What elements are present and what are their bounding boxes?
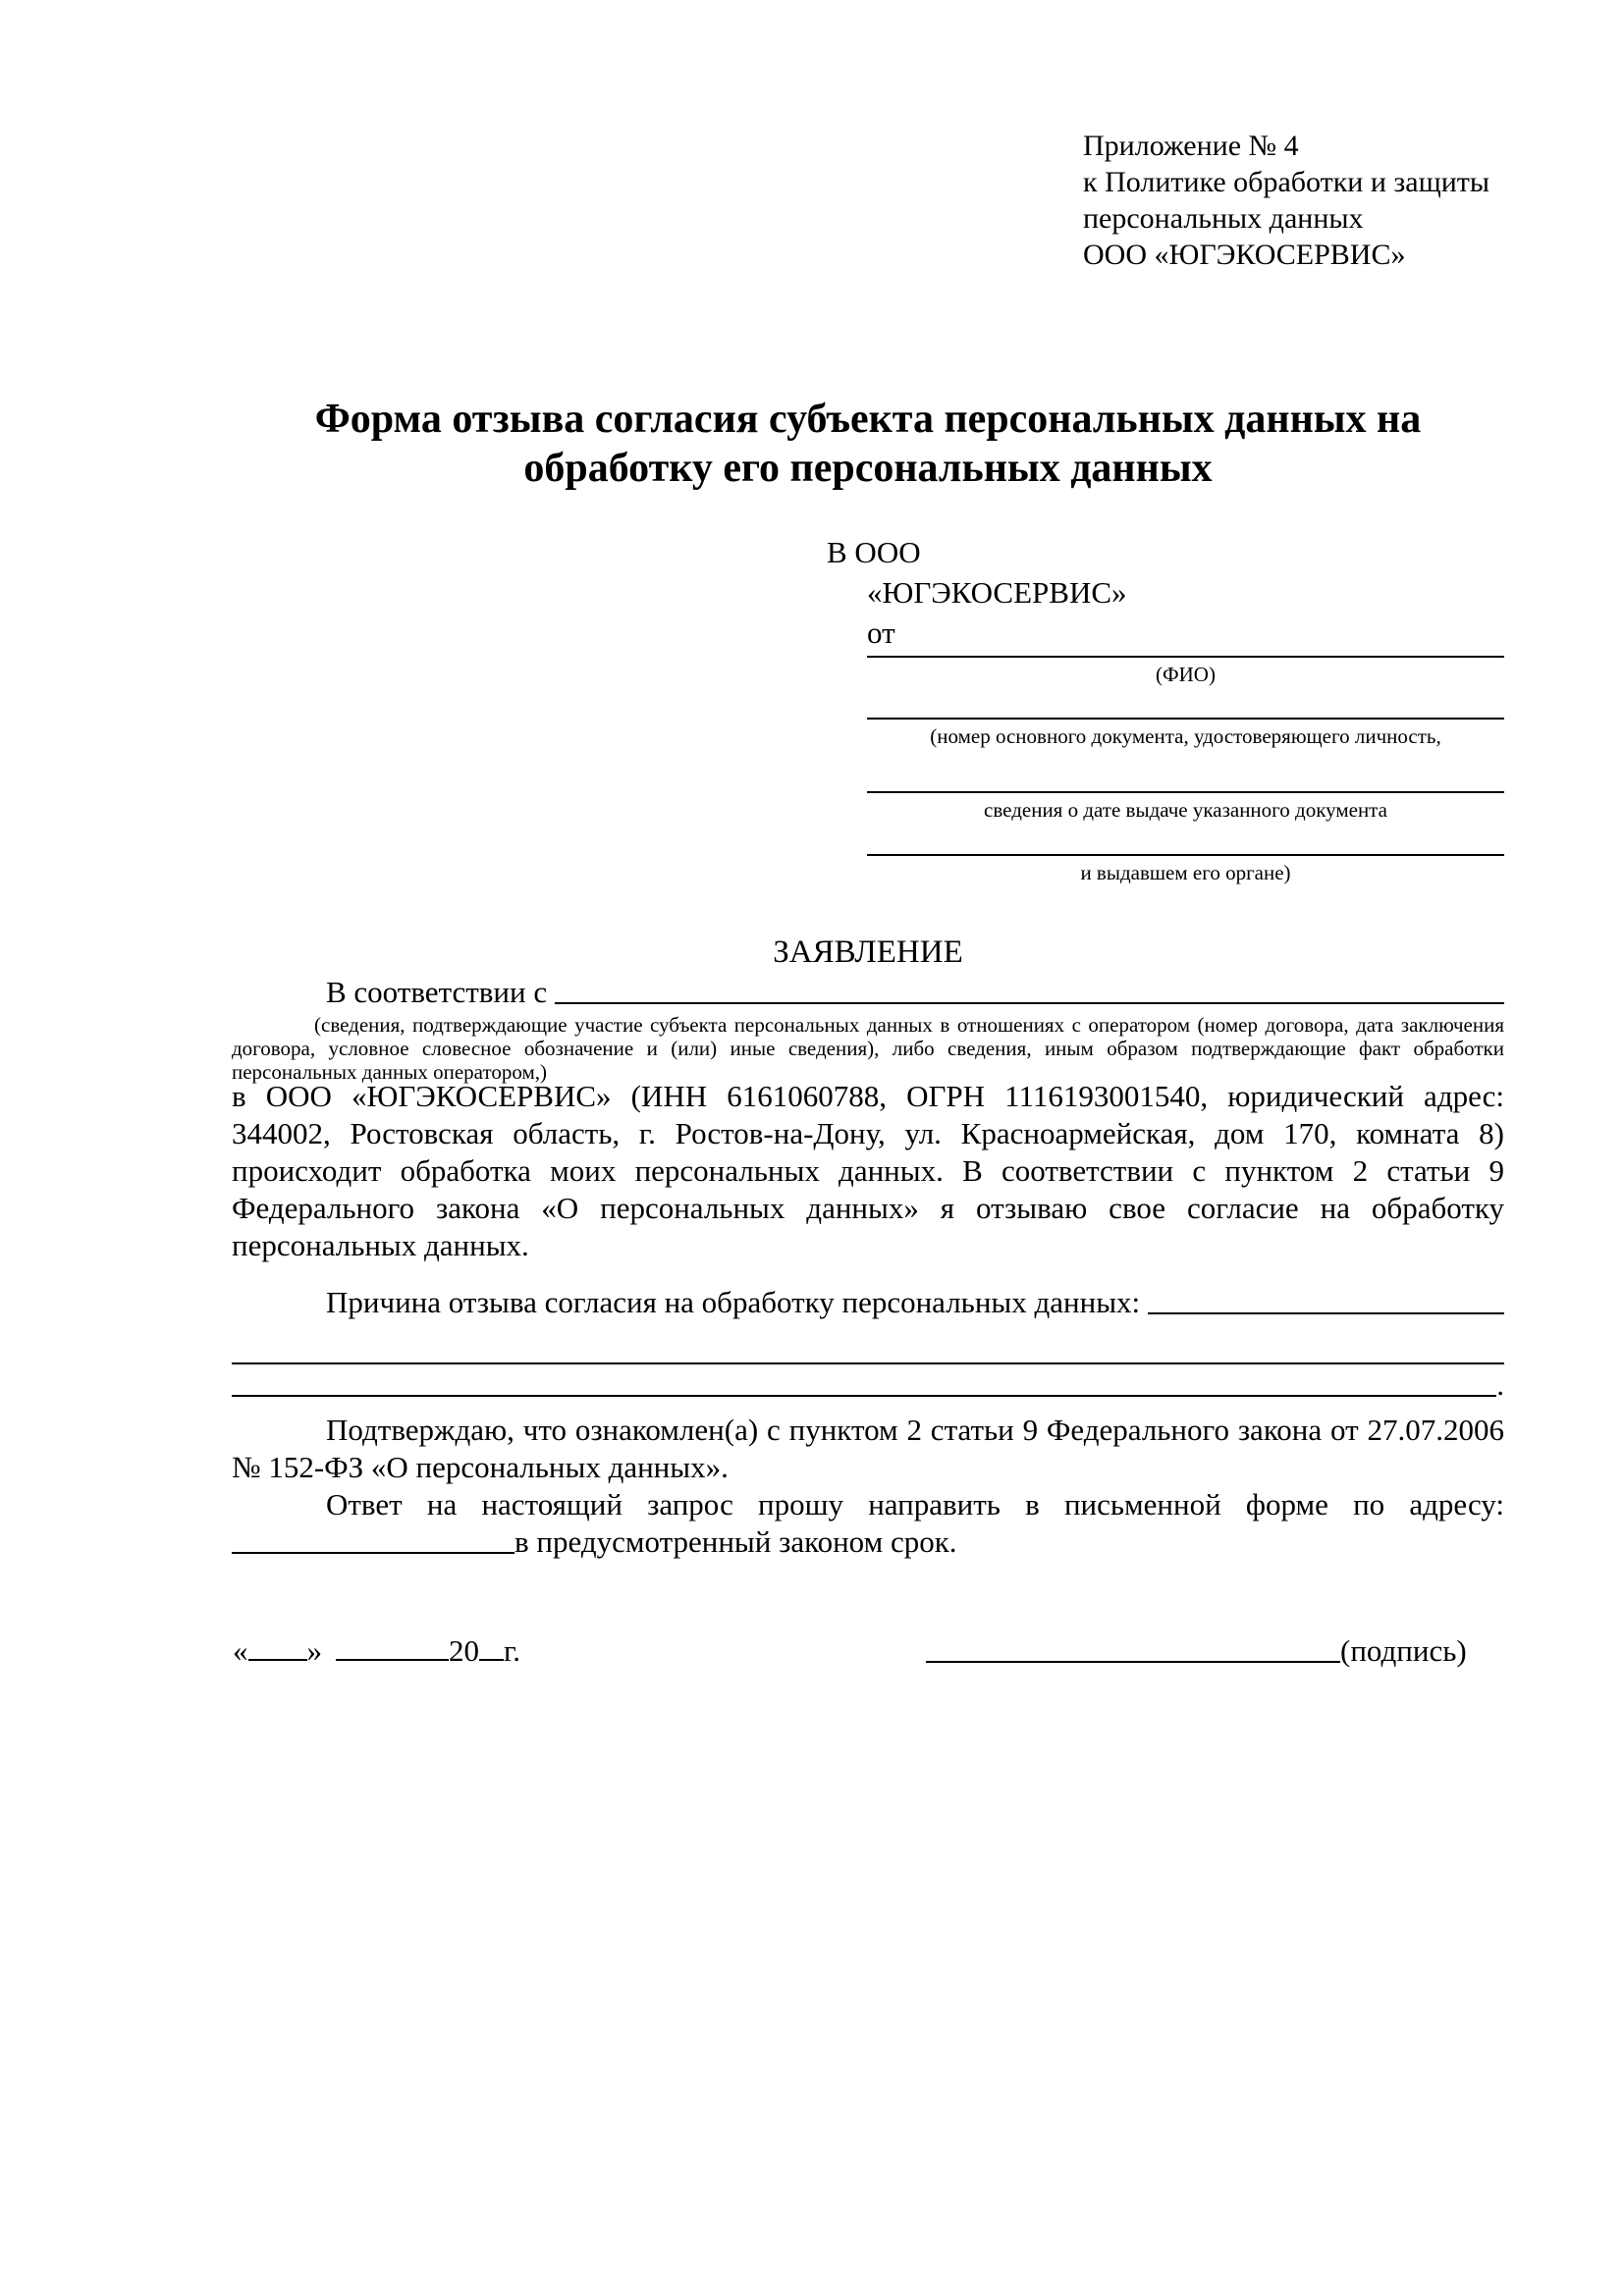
response-address-row xyxy=(232,1523,1504,1561)
addressee-from-label: от xyxy=(867,615,895,650)
document-title: Форма отзыва согласия субъекта персональных данных на обработку его персональных данных xyxy=(314,397,1422,491)
addressee-org-line1: В ООО xyxy=(827,535,921,569)
statement-heading: ЗАЯВЛЕНИЕ xyxy=(773,934,963,970)
document-issue-date-input-line[interactable] xyxy=(867,791,1504,793)
response-request-line: Ответ на настоящий запрос прошу направить в письменной форме по адресу: xyxy=(326,1487,1504,1522)
accordance-line xyxy=(232,974,1504,1011)
appendix-header-line: ООО «ЮГЭКОСЕРВИС» xyxy=(1083,239,1406,271)
address-input-line[interactable] xyxy=(232,1552,514,1554)
accordance-label: В соответствии с xyxy=(326,975,548,1009)
signature-caption: (подпись) xyxy=(1340,1633,1467,1668)
reason-input-line[interactable] xyxy=(1148,1312,1504,1314)
signature-input-line[interactable] xyxy=(926,1661,1340,1663)
appendix-header-line: к Политике обработки и защиты xyxy=(1083,166,1490,198)
date-year-prefix: 20 xyxy=(449,1633,479,1668)
addressee-org-line2: «ЮГЭКОСЕРВИС» xyxy=(867,575,1127,610)
fine-print-note: (сведения, подтверждающие участие субъекта персональных данных в отношениях с оператором (номер договора, дата заключения договора, условное словесное обозначение и (или) иные сведения), либо сведения, иным образом подтверждающие факт обработки персональных данных оператором,) xyxy=(232,1013,1504,1084)
document-issue-date-caption: сведения о дате выдаче указанного документа xyxy=(984,798,1387,822)
confirmation-paragraph: Подтверждаю, что ознакомлен(а) с пунктом 2 статьи 9 Федерального закона от 27.07.2006 № 152-ФЗ «О персональных данных». xyxy=(232,1413,1504,1484)
issuing-authority-input-line[interactable] xyxy=(867,854,1504,856)
document-number-input-line[interactable] xyxy=(867,718,1504,720)
date-day-blank[interactable] xyxy=(248,1657,307,1661)
response-tail: в предусмотренный законом срок. xyxy=(514,1524,957,1559)
date-line xyxy=(233,1632,520,1670)
reason-continuation-line-2[interactable] xyxy=(232,1395,1496,1397)
reason-line xyxy=(232,1284,1504,1321)
appendix-header xyxy=(1083,128,1489,273)
date-year-suffix: г. xyxy=(504,1633,520,1668)
date-close-quote: » xyxy=(306,1633,322,1668)
reason-terminator: . xyxy=(1496,1367,1504,1402)
issuing-authority-caption: и выдавшем его органе) xyxy=(1080,861,1291,884)
reason-continuation-line-1[interactable] xyxy=(232,1362,1504,1364)
addressee-block xyxy=(827,532,1127,653)
fio-input-line[interactable] xyxy=(867,656,1504,658)
date-year-blank[interactable] xyxy=(479,1657,504,1661)
document-number-caption: (номер основного документа, удостоверяющего личность, xyxy=(930,724,1441,748)
appendix-header-line: Приложение № 4 xyxy=(1083,130,1299,162)
reason-continuation-row xyxy=(232,1366,1504,1404)
date-open-quote: « xyxy=(233,1633,248,1668)
date-month-blank[interactable] xyxy=(336,1657,449,1661)
main-paragraph: в ООО «ЮГЭКОСЕРВИС» (ИНН 6161060788, ОГРН 1116193001540, юридический адрес: 344002, Ростовская область, г. Ростов-на-Дону, ул. Красноармейская, дом 170, комната 8) происходит обработка моих персональных данных. В соответствии с пунктом 2 статьи 9 Федерального закона «О персональных данных» я отзываю свое согласие на обработку персональных данных. xyxy=(232,1079,1504,1262)
appendix-header-line: персональных данных xyxy=(1083,202,1364,235)
signature-row xyxy=(926,1632,1467,1670)
accordance-input-line[interactable] xyxy=(555,1002,1504,1004)
fio-caption: (ФИО) xyxy=(1156,663,1216,686)
reason-label: Причина отзыва согласия на обработку персональных данных: xyxy=(326,1285,1141,1319)
